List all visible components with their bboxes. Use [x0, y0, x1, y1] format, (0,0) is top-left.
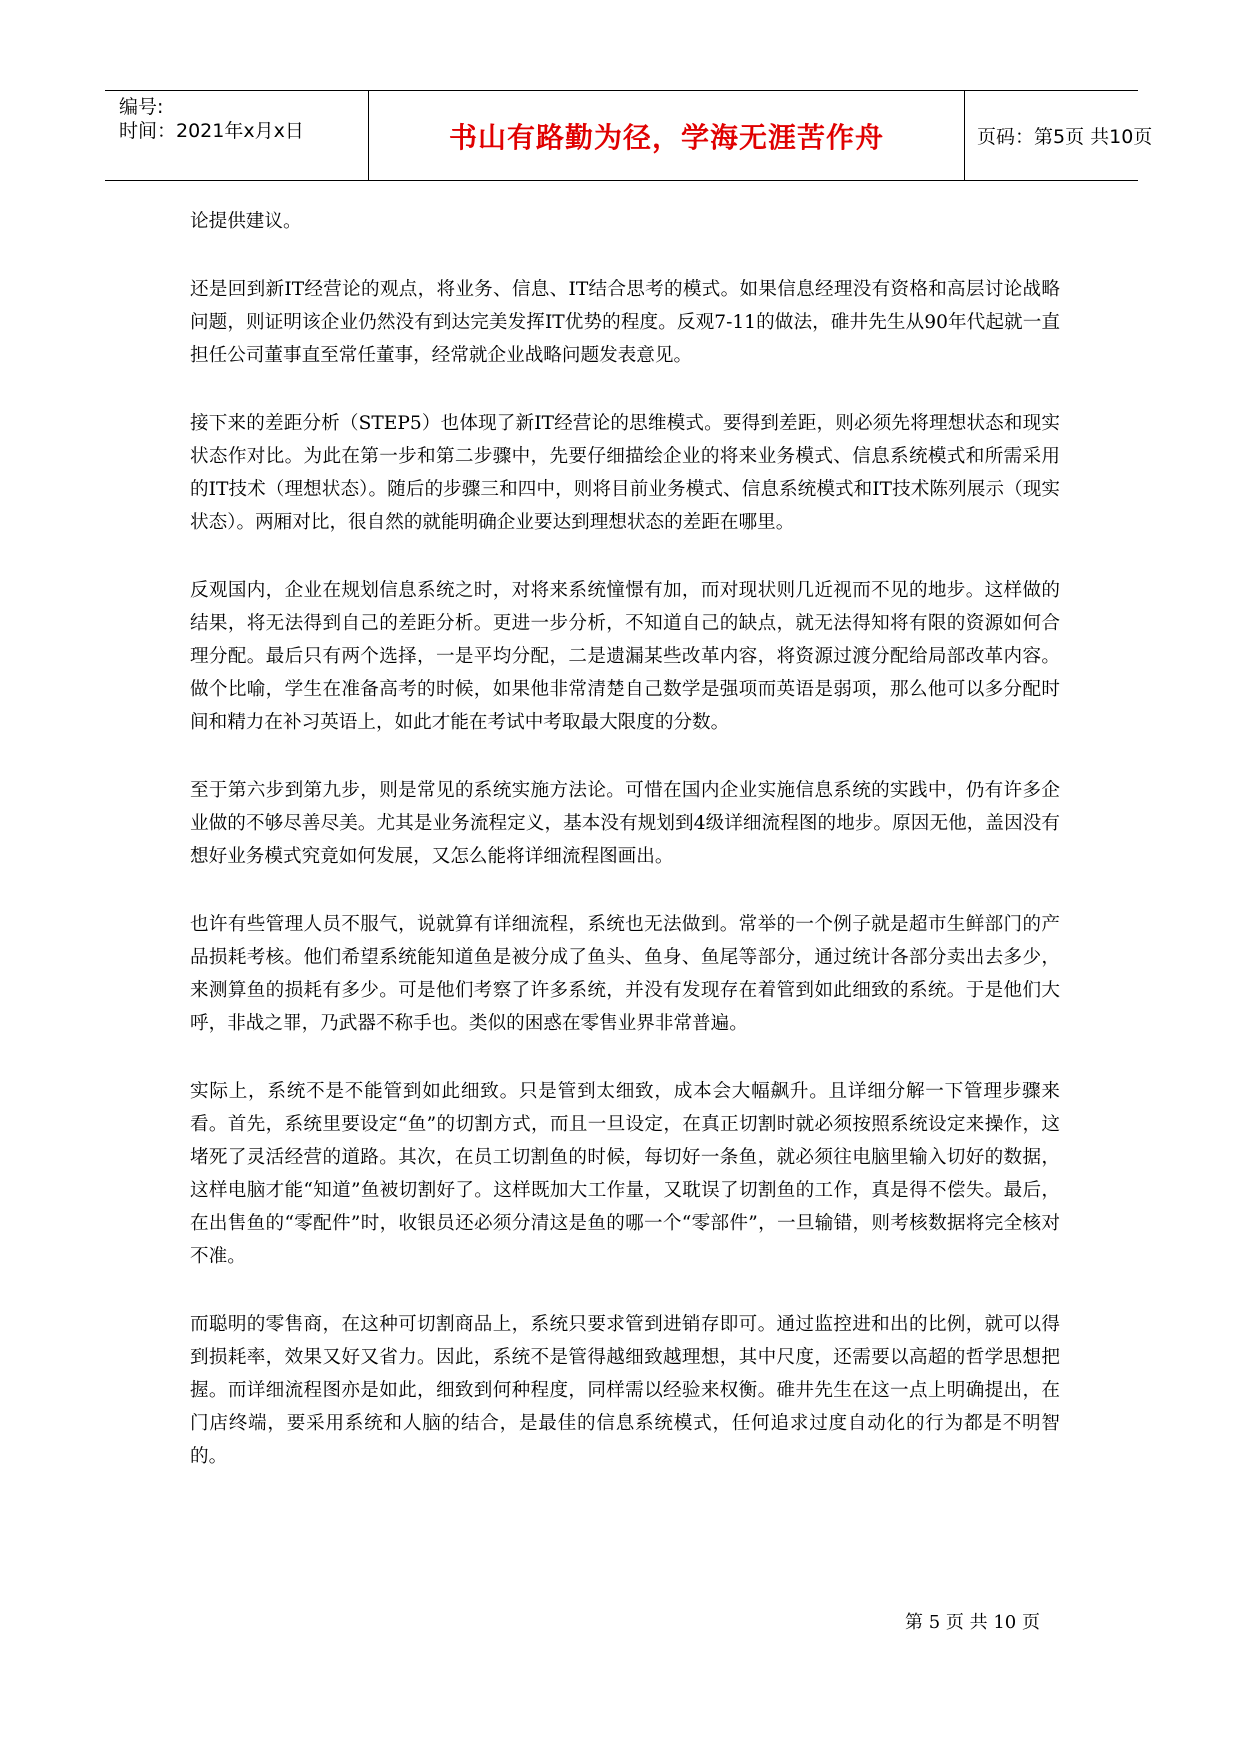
paragraph: 实际上，系统不是不能管到如此细致。只是管到太细致，成本会大幅飙升。且详细分解一下管理步骤来看。首先，系统里要设定“鱼”的切割方式，而且一旦设定，在真正切割时就必须按照系统设定来操作，这堵死了灵活经营的道路。其次，在员工切割鱼的时候，每切好一条鱼，就必须往电脑里输入切好的数据，这样电脑才能“知道”鱼被切割好了。这样既加大工作量，又耽误了切割鱼的工作，真是得不偿失。最后，在出售鱼的“零配件”时，收银员还必须分清这是鱼的哪一个“零部件”，一旦输错，则考核数据将完全核对不准。 — [190, 1081, 1060, 1267]
paragraph: 还是回到新IT经营论的观点，将业务、信息、IT结合思考的模式。如果信息经理没有资格和高层讨论战略问题，则证明该企业仍然没有到达完美发挥IT优势的程度。反观7-11的做法，碓井先生从90年代起就一直担任公司董事直至常任董事，经常就企业战略问题发表意见。 — [190, 279, 1060, 366]
header-meta-cell — [105, 91, 369, 180]
document-number-label: 编号: — [119, 96, 164, 118]
paragraph: 接下来的差距分析（STEP5）也体现了新IT经营论的思维模式。要得到差距，则必须先将理想状态和现实状态作对比。为此在第一步和第二步骤中，先要仔细描绘企业的将来业务模式、信息系统模式和所需采用的IT技术（理想状态）。随后的步骤三和四中，则将目前业务模式、信息系统模式和IT技术陈列展示（现实状态）。两厢对比，很自然的就能明确企业要达到理想状态的差距在哪里。 — [190, 413, 1060, 533]
paragraph: 论提供建议。 — [190, 211, 302, 232]
paragraph: 反观国内，企业在规划信息系统之时，对将来系统憧憬有加，而对现状则几近视而不见的地步。这样做的结果，将无法得到自己的差距分析。更进一步分析，不知道自己的缺点，就无法得知将有限的资源如何合理分配。最后只有两个选择，一是平均分配，二是遗漏某些改革内容，将资源过渡分配给局部改革内容。做个比喻，学生在准备高考的时候，如果他非常清楚自己数学是强项而英语是弱项，那么他可以多分配时间和精力在补习英语上，如此才能在考试中考取最大限度的分数。 — [190, 580, 1060, 733]
document-body — [190, 205, 1060, 1508]
paragraph: 也许有些管理人员不服气，说就算有详细流程，系统也无法做到。常举的一个例子就是超市生鲜部门的产品损耗考核。他们希望系统能知道鱼是被分成了鱼头、鱼身、鱼尾等部分，通过统计各部分卖出去多少，来测算鱼的损耗有多少。可是他们考察了许多系统，并没有发现存在着管到如此细致的系统。于是他们大呼，非战之罪，乃武器不称手也。类似的困惑在零售业界非常普遍。 — [190, 914, 1060, 1034]
paragraph: 而聪明的零售商，在这种可切割商品上，系统只要求管到进销存即可。通过监控进和出的比例，就可以得到损耗率，效果又好又省力。因此，系统不是管得越细致越理想，其中尺度，还需要以高超的哲学思想把握。而详细流程图亦是如此，细致到何种程度，同样需以经验来权衡。碓井先生在这一点上明确提出，在门店终端，要采用系统和人脑的结合，是最佳的信息系统模式，任何追求过度自动化的行为都是不明智的。 — [190, 1314, 1060, 1467]
header-motto-cell — [369, 91, 965, 180]
header-page-code: 页码：第5页 共10页 — [977, 126, 1153, 148]
page-footer: 第 5 页 共 10 页 — [905, 1612, 1040, 1633]
page-header — [105, 90, 1153, 181]
document-date: 时间：2021年x月x日 — [119, 120, 304, 142]
paragraph: 至于第六步到第九步，则是常见的系统实施方法论。可惜在国内企业实施信息系统的实践中，仍有许多企业做的不够尽善尽美。尤其是业务流程定义，基本没有规划到4级详细流程图的地步。原因无他，盖因没有想好业务模式究竟如何发展，又怎么能将详细流程图画出。 — [190, 780, 1060, 867]
header-page-cell — [965, 91, 1153, 180]
header-motto: 书山有路勤为径，学海无涯苦作舟 — [448, 120, 884, 154]
